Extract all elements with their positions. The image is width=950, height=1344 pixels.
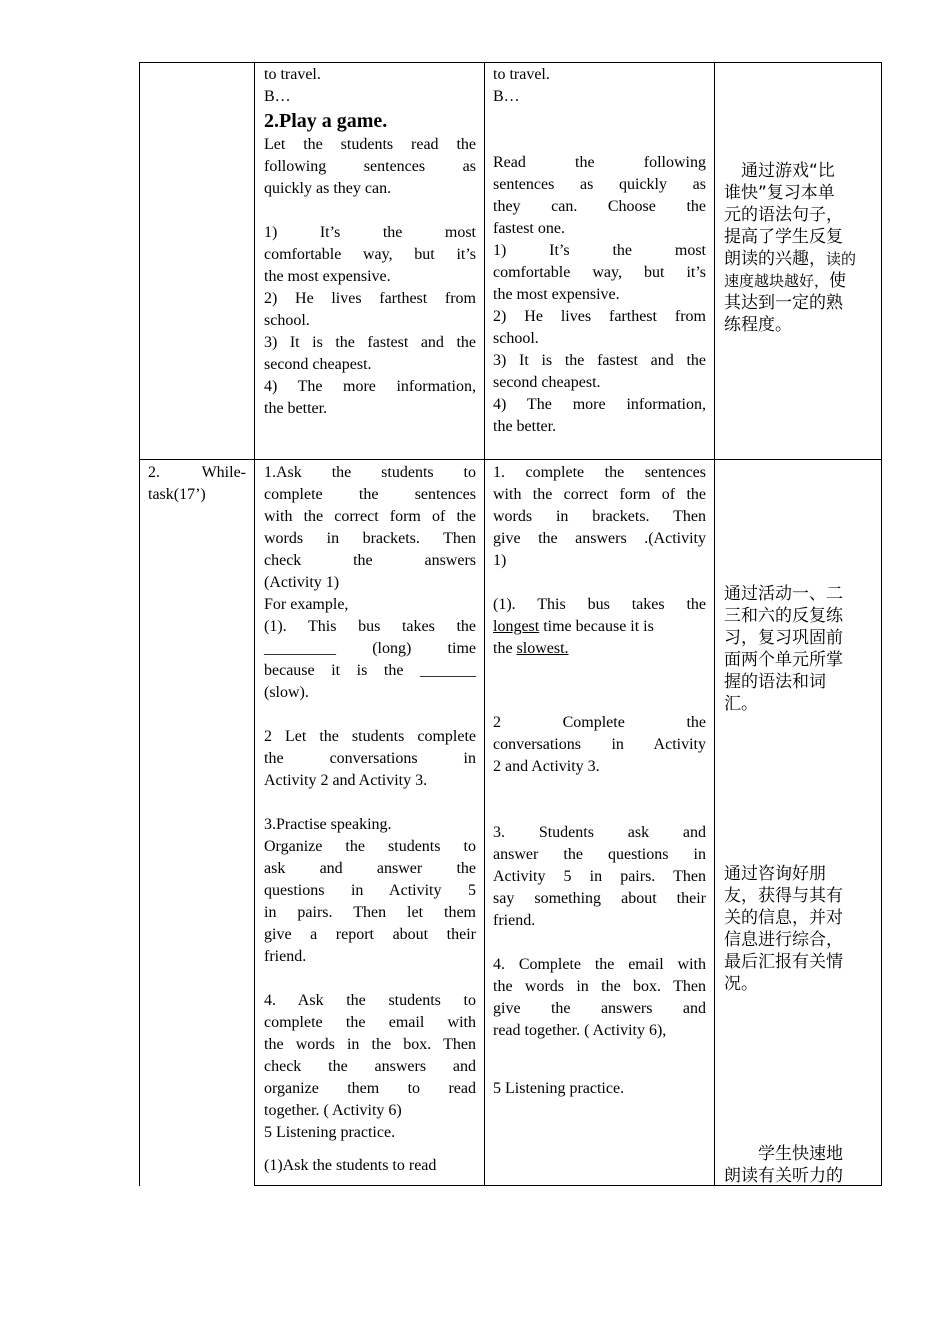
text-line: 面两个单元所掌 [724,650,843,670]
row2-purpose-3 [724,1143,874,1187]
text-line: 2) He lives farthest from [493,308,706,325]
text-line: 关的信息，并对 [724,908,843,928]
text-line: 3.Practise speaking. [264,816,392,833]
text-line: (1)Ask the students to read [264,1157,437,1174]
row2-stage [148,462,246,506]
text-line: 2) He lives farthest from [264,290,476,307]
text-line: give the answers .(Activity [493,530,706,547]
activity-heading: 2.Play a game. [264,110,388,132]
text-line: complete the email with [264,1014,476,1031]
row1-teacher-activity [264,64,476,420]
text-line: 4) The more information, [493,396,706,413]
text-line: the words in the box. Then [264,1036,476,1053]
col-border-3 [714,62,715,1186]
text-line: 速度越块越好，使 [724,271,847,291]
text-line: 最后汇报有关情 [724,952,843,972]
text-line: the slowest. [493,640,569,657]
text-line: 2 and Activity 3. [493,758,600,775]
text-line: Organize the students to [264,838,476,855]
text-line: school. [264,312,310,329]
text-line: (1). This bus takes the [264,618,476,635]
text-line: 2 Let the students complete [264,728,476,745]
text-line: friend. [493,912,536,929]
text-line: organize them to read [264,1080,476,1097]
text-line: 通过咨询好朋 [724,864,826,884]
text-line: (Activity 1) [264,574,340,591]
row2-purpose-1 [724,583,874,715]
text-line: words in brackets. Then [264,530,476,547]
text-line: read together. ( Activity 6), [493,1022,667,1039]
text-line: second cheapest. [493,374,601,391]
text-line: 通过游戏“比 [724,161,835,181]
text-line: give a report about their [264,926,476,943]
text-line: with the correct form of the [264,508,476,525]
text-line: Activity 2 and Activity 3. [264,772,428,789]
text-line: 汇。 [724,694,758,714]
text-line: 谁快”复习本单 [724,183,835,203]
text-line: B… [493,88,520,105]
text-line: the words in the box. Then [493,978,706,995]
text-line: _________ (long) time [264,640,476,657]
text-line: 握的语法和词 [724,672,826,692]
text-line: 三和六的反复练 [724,606,843,626]
text-line: 朗读有关听力的 [724,1166,843,1186]
text-line: 练程度。 [724,315,792,335]
row1-student-activity [493,64,706,438]
text-line: 1) [493,552,507,569]
row2-teacher-activity [264,462,476,1177]
text-line: they can. Choose the [493,198,706,215]
text-line: check the answers and [264,1058,476,1075]
text-line: the most expensive. [493,286,620,303]
text-line: For example, [264,596,349,613]
text-line: fastest one. [493,220,565,237]
text-line: 5 Listening practice. [264,1124,396,1141]
row1-purpose [724,160,874,336]
col-border-4 [881,62,882,1186]
text-line: sentences as quickly as [493,176,706,193]
text-line: because it is the _______ [264,662,476,679]
text-line: 3. Students ask and [493,824,706,841]
text-line: 其达到一定的熟 [724,293,843,313]
text-line: complete the sentences [264,486,476,503]
text-line: comfortable way, but it’s [493,264,706,281]
text-line: 5 Listening practice. [493,1080,625,1097]
text-line: conversations in Activity [493,736,706,753]
text-line: in pairs. Then let them [264,904,476,921]
text-line: longest time because it is [493,618,654,635]
text-line: the better. [264,400,328,417]
text-line: ask and answer the [264,860,476,877]
text-line: 1) It’s the most [493,242,706,259]
stage-line: task(17’) [148,486,206,503]
table-top-border [139,62,882,63]
text-line: friend. [264,948,307,965]
col-border-0 [139,62,140,1186]
text-line: the better. [493,418,557,435]
text-line: (slow). [264,684,309,701]
text-line: the most expensive. [264,268,391,285]
text-line: together. ( Activity 6) [264,1102,402,1119]
text-line: 学生快速地 [724,1144,843,1164]
text-line: 4. Complete the email with [493,956,706,973]
text-line: 况。 [724,974,758,994]
text-line: 4) The more information, [264,378,476,395]
text-line: the conversations in [264,750,476,767]
text-line: 通过活动一、二 [724,584,843,604]
text-line: comfortable way, but it’s [264,246,476,263]
text-line: Activity 5 in pairs. Then [493,868,706,885]
text-line: 2 Complete the [493,714,706,731]
text-line: (1). This bus takes the [493,596,706,613]
col-border-2 [484,62,485,1186]
text-line: to travel. [493,66,550,83]
text-line: Let the students read the [264,136,476,153]
underlined-answer: longest [493,618,540,635]
text-line: 1.Ask the students to [264,464,476,481]
text-line: second cheapest. [264,356,372,373]
underlined-answer: slowest. [516,640,569,657]
text-line: check the answers [264,552,476,569]
text-line: words in brackets. Then [493,508,706,525]
text-line: 习，复习巩固前 [724,628,843,648]
row2-purpose-2 [724,863,874,995]
text-line: 提高了学生反复 [724,227,843,247]
stage-line: 2. While- [148,464,246,481]
text-line: with the correct form of the [493,486,706,503]
text-line: to travel. [264,66,321,83]
row-divider [139,459,882,460]
col-border-1 [254,62,255,1186]
text-line: school. [493,330,539,347]
text-line: questions in Activity 5 [264,882,476,899]
text-line: 朗读的兴趣，读的 [724,249,857,269]
text-line: give the answers and [493,1000,706,1017]
text-line: 1. complete the sentences [493,464,706,481]
text-line: quickly as they can. [264,180,392,197]
text-line: 元的语法句子， [724,205,843,225]
text-line: following sentences as [264,158,476,175]
text-line: B… [264,88,291,105]
row2-student-activity [493,462,706,1100]
text-line: Read the following [493,154,706,171]
text-line: say something about their [493,890,706,907]
text-line: answer the questions in [493,846,706,863]
text-line: 4. Ask the students to [264,992,476,1009]
text-line: 3) It is the fastest and the [493,352,706,369]
text-line: 1) It’s the most [264,224,476,241]
text-line: 3) It is the fastest and the [264,334,476,351]
text-line: 信息进行综合， [724,930,843,950]
text-line: 友，获得与其有 [724,886,843,906]
